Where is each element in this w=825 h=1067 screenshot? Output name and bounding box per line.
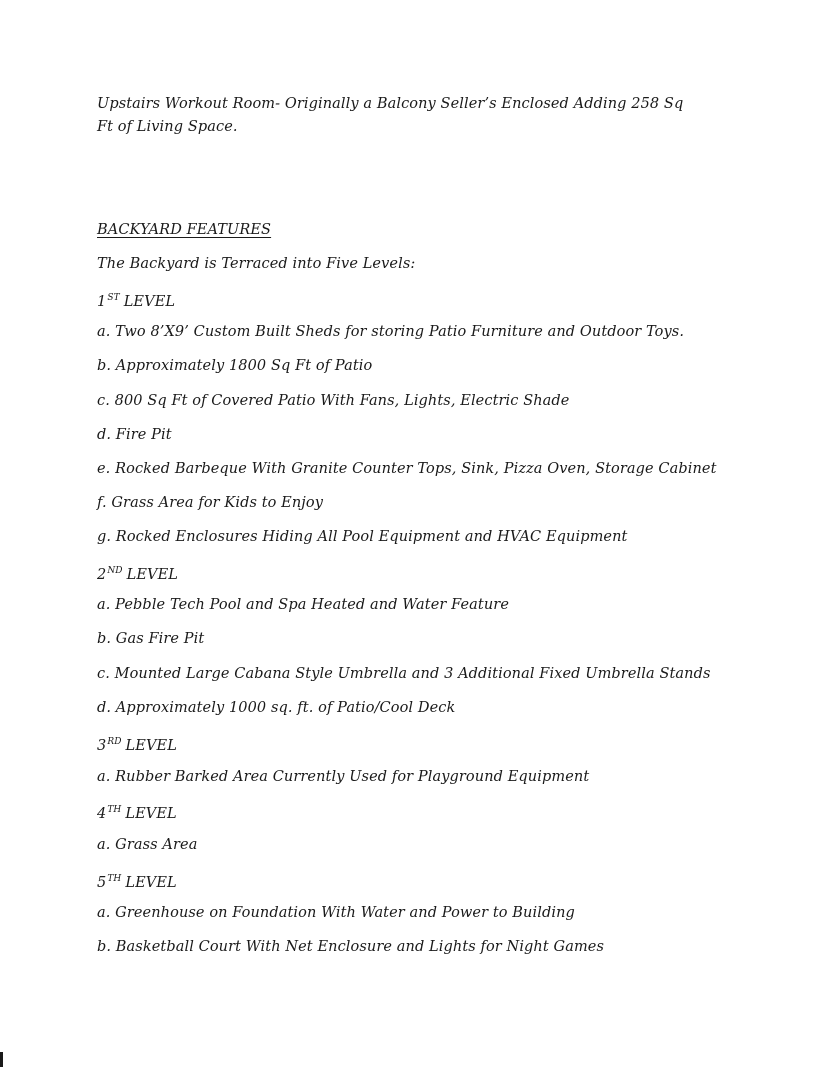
list-item: a. Pebble Tech Pool and Spa Heated and Water Feature [97,597,510,613]
level-word: LEVEL [125,875,177,891]
level-heading-4 [97,800,177,824]
list-item: c. Mounted Large Cabana Style Umbrella and 3 Additional Fixed Umbrella Stands [97,666,711,682]
level-number: 1 [97,294,107,310]
level-heading-5 [97,869,177,893]
list-item: b. Gas Fire Pit [97,631,205,647]
level-ordinal-suffix: ST [107,293,120,303]
level-number: 2 [97,567,107,583]
level-number: 4 [97,806,107,822]
level-word: LEVEL [125,738,177,754]
section-heading: BACKYARD FEATURES [97,222,272,238]
list-item: a. Two 8’X9’ Custom Built Sheds for storing Patio Furniture and Outdoor Toys. [97,324,685,340]
level-heading-3 [97,732,177,756]
level-heading-1 [97,288,175,312]
list-item: b. Basketball Court With Net Enclosure and Lights for Night Games [97,939,605,955]
level-word: LEVEL [123,294,176,310]
section-subheading: The Backyard is Terraced into Five Levels: [97,256,416,272]
list-item: a. Greenhouse on Foundation With Water and Power to Building [97,905,575,921]
level-ordinal-suffix: ND [107,566,123,576]
level-ordinal-suffix: TH [107,874,122,884]
level-ordinal-suffix: RD [107,737,122,747]
list-item: d. Approximately 1000 sq. ft. of Patio/Cool Deck [97,700,456,716]
level-word: LEVEL [126,567,179,583]
level-word: LEVEL [125,806,177,822]
list-item: a. Grass Area [97,837,198,853]
list-item: g. Rocked Enclosures Hiding All Pool Equipment and HVAC Equipment [97,529,628,545]
list-item: b. Approximately 1800 Sq Ft of Patio [97,358,373,374]
level-number: 5 [97,875,107,891]
intro-paragraph: Upstairs Workout Room- Originally a Balcony Seller’s Enclosed Adding 258 Sq Ft of Living Space. [97,96,684,135]
level-number: 3 [97,738,107,754]
level-ordinal-suffix: TH [107,805,122,815]
list-item: c. 800 Sq Ft of Covered Patio With Fans, Lights, Electric Shade [97,393,570,409]
list-item: d. Fire Pit [97,427,172,443]
scan-edge-mark [0,1052,3,1067]
list-item: e. Rocked Barbeque With Granite Counter Tops, Sink, Pizza Oven, Storage Cabinet [97,461,717,477]
level-heading-2 [97,561,178,585]
list-item: f. Grass Area for Kids to Enjoy [97,495,324,511]
list-item: a. Rubber Barked Area Currently Used for Playground Equipment [97,769,590,785]
